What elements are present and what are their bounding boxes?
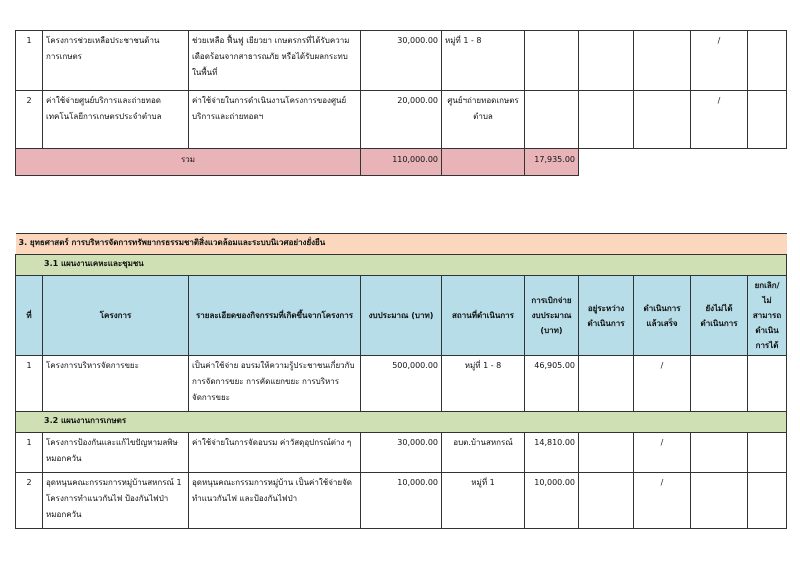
header-detail: รายละเอียดของกิจกรรมที่เกิดขึ้นจากโครงการ <box>189 276 361 356</box>
location: หมู่ที่ 1 - 8 <box>442 356 525 412</box>
total-disbursed: 17,935.00 <box>525 149 579 176</box>
status-cancelled <box>748 433 787 473</box>
disbursed-value: 10,000.00 <box>525 473 579 529</box>
status-cancelled <box>748 31 787 91</box>
status-in-progress <box>579 433 634 473</box>
total-row <box>16 149 787 176</box>
location: หมู่ที่ 1 <box>442 473 525 529</box>
header-no: ที่ <box>16 276 43 356</box>
project-name: อุดหนุนคณะกรรมการหมู่บ้านสหกรณ์ 1 โครงการทำแนวกันไฟ ป้องกันไฟป่าหมอกควัน <box>43 473 189 529</box>
table-row <box>16 473 787 529</box>
plan-title: 3.2 แผนงานการเกษตร <box>16 412 787 433</box>
total-label: รวม <box>16 149 361 176</box>
status-cancelled <box>748 356 787 412</box>
total-blank <box>579 149 787 176</box>
status-not-started <box>691 433 748 473</box>
header-done: ดำเนินการแล้วเสร็จ <box>634 276 691 356</box>
activity-detail: ค่าใช้จ่ายในการดำเนินงานโครงการของศูนย์บริการและถ่ายทอดฯ <box>189 91 361 149</box>
row-number: 1 <box>16 356 43 412</box>
status-done: / <box>634 356 691 412</box>
header-in-progress: อยู่ระหว่างดำเนินการ <box>579 276 634 356</box>
row-number: 2 <box>16 91 43 149</box>
disbursed-value <box>525 31 579 91</box>
header-location: สถานที่ดำเนินการ <box>442 276 525 356</box>
row-number: 1 <box>16 433 43 473</box>
header-not-started: ยังไม่ได้ดำเนินการ <box>691 276 748 356</box>
status-in-progress <box>579 356 634 412</box>
activity-detail: อุดหนุนคณะกรรมการหมู่บ้าน เป็นค่าใช้จ่ายจัดทำแนวกันไฟ และป้องกันไฟป่า <box>189 473 361 529</box>
activity-detail: เป็นค่าใช้จ่าย อบรมให้ความรู้ประชาชนเกี่ยวกับการจัดการขยะ การคัดแยกขยะ การบริหารจัดการขยะ <box>189 356 361 412</box>
project-name: โครงการป้องกันและแก้ไขปัญหามลพิษ หมอกควัน <box>43 433 189 473</box>
header-budget: งบประมาณ (บาท) <box>361 276 442 356</box>
strategy-title: 3. ยุทธศาสตร์ การบริหารจัดการทรัพยากรธรรมชาติสิ่งแวดล้อมและระบบนิเวศอย่างยั่งยืน <box>16 234 787 255</box>
strategy-table <box>15 233 787 529</box>
row-number: 2 <box>16 473 43 529</box>
budget-value: 20,000.00 <box>361 91 442 149</box>
header-project: โครงการ <box>43 276 189 356</box>
plan-row <box>16 412 787 433</box>
status-not-started <box>691 473 748 529</box>
disbursed-value: 46,905.00 <box>525 356 579 412</box>
budget-value: 30,000.00 <box>361 433 442 473</box>
status-not-started <box>691 356 748 412</box>
header-disbursed: การเบิกจ่ายงบประมาณ (บาท) <box>525 276 579 356</box>
table-row <box>16 433 787 473</box>
strategy-row <box>16 234 787 255</box>
plan-title: 3.1 แผนงานเคหะและชุมชน <box>16 255 787 276</box>
location: ศูนย์ฯถ่ายทอดเกษตรตำบล <box>442 91 525 149</box>
plan-row <box>16 255 787 276</box>
project-name: โครงการช่วยเหลือประชาชนด้านการเกษตร <box>43 31 189 91</box>
status-cancelled <box>748 91 787 149</box>
total-location <box>442 149 525 176</box>
location: หมู่ที่ 1 - 8 <box>442 31 525 91</box>
status-in-progress <box>579 473 634 529</box>
continuation-table <box>15 30 787 176</box>
status-not-started: / <box>691 31 748 91</box>
status-done <box>634 91 691 149</box>
status-done <box>634 31 691 91</box>
status-cancelled <box>748 473 787 529</box>
activity-detail: ค่าใช้จ่ายในการจัดอบรม ค่าวัสดุอุปกรณ์ต่าง ๆ <box>189 433 361 473</box>
status-done: / <box>634 473 691 529</box>
status-not-started: / <box>691 91 748 149</box>
total-budget: 110,000.00 <box>361 149 442 176</box>
budget-value: 500,000.00 <box>361 356 442 412</box>
table-row <box>16 91 787 149</box>
header-row <box>16 276 787 356</box>
activity-detail: ช่วยเหลือ ฟื้นฟู เยียวยา เกษตรกรที่ได้รับความเดือดร้อนจากสาธารณภัย หรือได้รับผลกระทบในพื้นที่ <box>189 31 361 91</box>
status-in-progress <box>579 31 634 91</box>
project-name: โครงการบริหารจัดการขยะ <box>43 356 189 412</box>
table-row <box>16 31 787 91</box>
header-cancelled: ยกเลิก/ไม่สามารถดำเนินการได้ <box>748 276 787 356</box>
status-done: / <box>634 433 691 473</box>
disbursed-value: 14,810.00 <box>525 433 579 473</box>
budget-value: 10,000.00 <box>361 473 442 529</box>
budget-value: 30,000.00 <box>361 31 442 91</box>
location: อบต.บ้านสหกรณ์ <box>442 433 525 473</box>
disbursed-value <box>525 91 579 149</box>
row-number: 1 <box>16 31 43 91</box>
status-in-progress <box>579 91 634 149</box>
project-name: ค่าใช้จ่ายศูนย์บริการและถ่ายทอดเทคโนโลยีการเกษตรประจำตำบล <box>43 91 189 149</box>
table-row <box>16 356 787 412</box>
